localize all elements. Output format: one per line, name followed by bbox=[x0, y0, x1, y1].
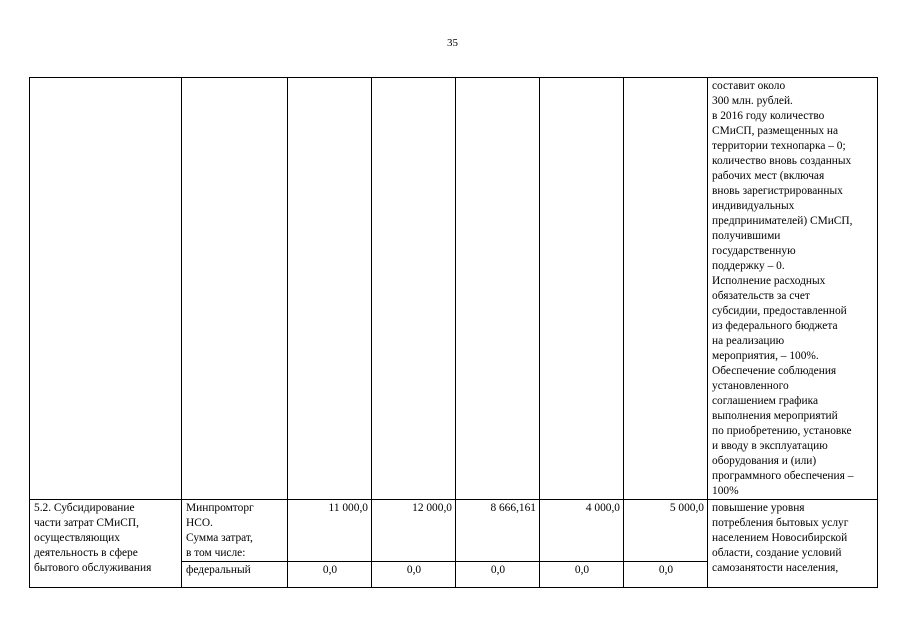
total-cell: 8 666,161 bbox=[456, 500, 540, 562]
measure-row bbox=[30, 500, 878, 562]
total-cell: 4 000,0 bbox=[540, 500, 624, 562]
measure-name-cell: 5.2. Субсидирование части затрат СМиСП, осуществляющих деятельность в сфере бытового обслуживания bbox=[30, 500, 182, 588]
empty-cell bbox=[288, 78, 372, 500]
funding-source-value: 0,0 bbox=[288, 562, 372, 588]
empty-cell bbox=[540, 78, 624, 500]
funding-source-value: 0,0 bbox=[540, 562, 624, 588]
funding-source-value: 0,0 bbox=[456, 562, 540, 588]
total-cell: 5 000,0 bbox=[624, 500, 708, 562]
expected-results-continuation: составит около 300 млн. рублей. в 2016 году количество СМиСП, размещенных на территории технопарка – 0; количество вновь созданных рабочих мест (включая вновь зарегистрированных индивидуальных предпринимателей) СМиСП, получившими государственную поддержку – 0. Исполнение расходных обязательств за счет субсидии, предоставленной из федерального бюджета на реализацию мероприятия, – 100%. Обеспечение соблюдения установленного соглашением графика выполнения мероприятий по приобретению, установке и вводу в эксплуатацию оборудования и (или) программного обеспечения – 100% bbox=[708, 78, 878, 500]
total-cell: 11 000,0 bbox=[288, 500, 372, 562]
empty-cell bbox=[372, 78, 456, 500]
funding-source-value: 0,0 bbox=[624, 562, 708, 588]
page-number: 35 bbox=[447, 37, 458, 49]
funding-source-value: 0,0 bbox=[372, 562, 456, 588]
empty-cell bbox=[30, 78, 182, 500]
empty-cell bbox=[624, 78, 708, 500]
empty-cell bbox=[456, 78, 540, 500]
program-measures-table bbox=[29, 77, 878, 588]
funding-source-label: федеральный bbox=[182, 562, 288, 588]
expected-results-cell: повышение уровня потребления бытовых услуг населением Новосибирской области, создание условий самозанятости населения, bbox=[708, 500, 878, 588]
executor-cell: Минпромторг НСО. Сумма затрат, в том числе: bbox=[182, 500, 288, 562]
empty-cell bbox=[182, 78, 288, 500]
continuation-row bbox=[30, 78, 878, 500]
total-cell: 12 000,0 bbox=[372, 500, 456, 562]
